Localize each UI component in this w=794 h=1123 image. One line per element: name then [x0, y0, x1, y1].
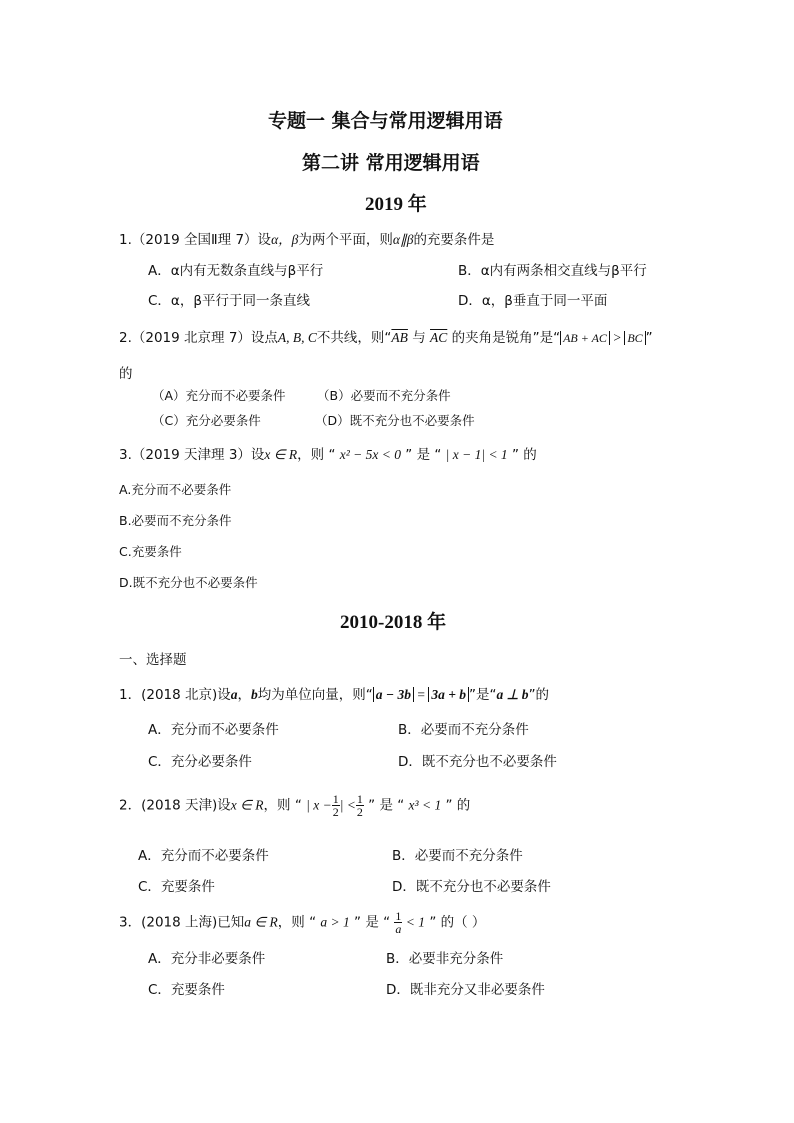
option-c: C．充要条件	[148, 982, 225, 998]
math-expr: x³ < 1	[408, 797, 442, 813]
question-prefix: 2．(2018 天津)设	[119, 797, 231, 814]
math-expr: x ∈ R	[230, 797, 264, 813]
question-2018-3	[119, 910, 485, 935]
question-prefix: 1．(2018 北京)设	[119, 687, 231, 703]
math-expr: | x −	[306, 797, 332, 813]
vector-a: a	[230, 687, 238, 702]
option-a: A．α内有无数条直线与β平行	[148, 263, 324, 279]
question-2019-3	[119, 443, 537, 463]
question-text: ，	[237, 687, 252, 703]
math-expr: < 1	[402, 914, 426, 930]
option-b: B．必要而不充分条件	[392, 848, 523, 864]
abs-expr-right: 3a + b	[428, 687, 469, 702]
question-prefix: 1.（2019 全国Ⅱ理 7）设	[119, 232, 272, 248]
question-text: ，则 “	[277, 914, 321, 931]
question-text: ” 的（ ）	[425, 914, 486, 931]
math-expr: α，β	[271, 232, 299, 247]
option-d: D．既非充分又非必要条件	[386, 982, 545, 998]
topic-title: 专题一 集合与常用逻辑用语	[268, 110, 503, 132]
question-text: ”是“	[469, 687, 497, 703]
question-tail: 的	[119, 366, 133, 382]
math-expr: a ∈ R	[244, 914, 278, 930]
year-heading-2019: 2019 年	[365, 194, 427, 215]
option-c: C．充要条件	[138, 879, 215, 895]
option-b: B.必要而不充分条件	[119, 513, 232, 528]
option-c: C．充分必要条件	[148, 754, 252, 770]
vector-bc-abs: BC	[624, 331, 645, 345]
vector-ab: $\overline{AB}$	[391, 330, 408, 345]
question-text: 的夹角是锐角”是“	[447, 330, 561, 346]
option-b: B．α内有两条相交直线与β平行	[458, 263, 647, 279]
question-text: 不共线，则“	[316, 330, 392, 346]
abs-expr-left: a − 3b	[373, 687, 414, 702]
vector-b: b	[251, 687, 258, 702]
math-points: A, B, C	[277, 330, 317, 345]
math-expr: x ∈ R	[264, 447, 298, 462]
question-text: ”的	[528, 687, 550, 703]
question-2019-2	[119, 326, 653, 346]
question-text: ，则 “	[297, 447, 340, 463]
question-text: ，则 “	[263, 797, 307, 814]
option-a: （A）充分而不必要条件	[152, 388, 286, 403]
fraction-half	[356, 793, 364, 818]
question-text: ” 是 “	[401, 447, 446, 463]
question-text: ” 的	[507, 447, 537, 463]
math-expr: | <	[339, 797, 356, 813]
year-heading-2010-2018: 2010-2018 年	[340, 612, 447, 633]
question-text: ” 是 “	[363, 797, 409, 814]
math-expr: x² − 5x < 0	[339, 447, 402, 462]
section-heading: 一、选择题	[119, 652, 187, 668]
question-text: 均为单位向量，则“	[257, 687, 373, 703]
question-text: ” 是 “	[349, 914, 395, 931]
option-d: D．既不充分也不必要条件	[392, 879, 551, 895]
option-d: D．α，β垂直于同一平面	[458, 293, 608, 309]
option-c: C．α，β平行于同一条直线	[148, 293, 310, 309]
question-2018-1	[119, 683, 549, 703]
question-prefix: 3．(2018 上海)已知	[119, 914, 245, 931]
fraction-numerator: 1	[332, 792, 339, 806]
option-a: A．充分而不必要条件	[148, 722, 279, 738]
fraction-numerator: 1	[356, 792, 363, 806]
fraction-half	[332, 793, 340, 818]
lecture-title: 第二讲 常用逻辑用语	[302, 152, 480, 174]
question-2018-2	[119, 793, 470, 818]
option-d: D.既不充分也不必要条件	[119, 575, 258, 590]
option-a: A.充分而不必要条件	[119, 482, 232, 497]
option-a: A．充分而不必要条件	[138, 848, 269, 864]
math-expr: | x − 1| < 1	[445, 447, 508, 462]
option-a: A．充分非必要条件	[148, 951, 266, 967]
option-c: C.充要条件	[119, 544, 182, 559]
fraction-numerator: 1	[395, 909, 402, 923]
option-b: B．必要而不充分条件	[398, 722, 529, 738]
perp-expr: a ⊥ b	[496, 687, 529, 702]
option-d: （D）既不充分也不必要条件	[315, 413, 475, 428]
question-prefix: 3.（2019 天津理 3）设	[119, 447, 265, 463]
question-text: ” 的	[441, 797, 471, 814]
math-expr: a > 1	[320, 914, 350, 930]
vector-sum-abs: AB + AC	[560, 331, 610, 345]
greater-than: >	[609, 330, 625, 345]
vector-ac: $\overline{AC}$	[430, 330, 448, 345]
option-c: （C）充分必要条件	[152, 413, 261, 428]
question-text: 与	[407, 330, 431, 346]
question-2019-1	[119, 228, 494, 248]
option-b: （B）必要而不充分条件	[317, 388, 451, 403]
question-text: ”	[645, 330, 653, 346]
math-expr: α∥β	[392, 232, 414, 247]
fraction-denominator: 2	[332, 805, 339, 819]
question-text: 为两个平面，则	[298, 232, 393, 248]
option-b: B．必要非充分条件	[386, 951, 504, 967]
question-prefix: 2.（2019 北京理 7）设点	[119, 330, 278, 346]
equals: =	[413, 687, 429, 702]
fraction-denominator: 2	[356, 805, 363, 819]
question-text: 的充要条件是	[413, 232, 495, 248]
fraction-denominator: a	[395, 922, 402, 936]
option-d: D．既不充分也不必要条件	[398, 754, 557, 770]
